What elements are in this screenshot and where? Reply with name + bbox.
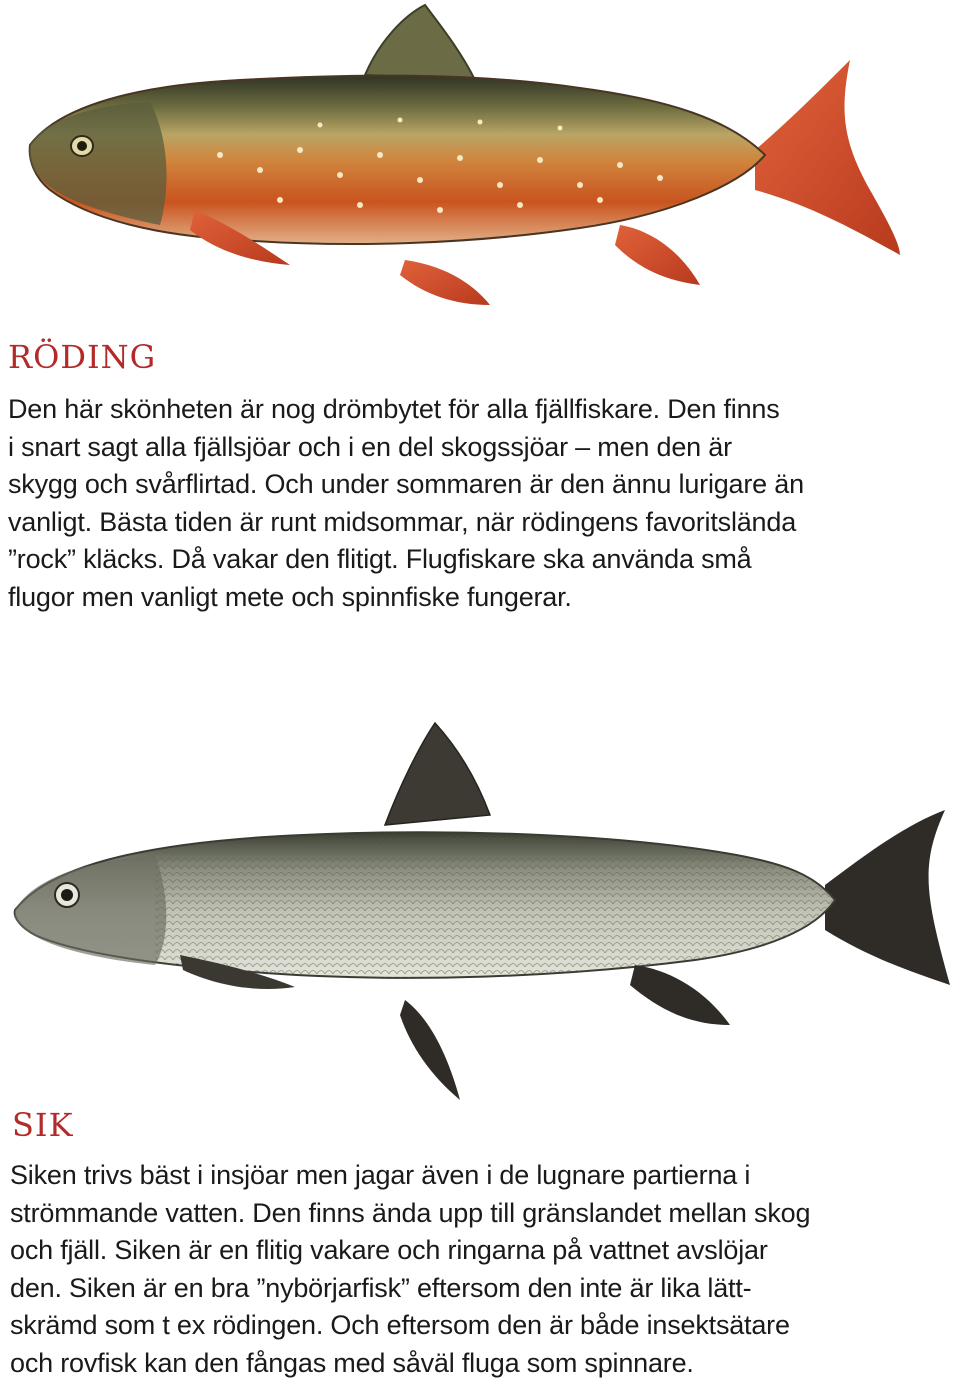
- roding-line: ”rock” kläcks. Då vakar den flitigt. Flugfiskare ska använda små: [8, 544, 752, 574]
- sik-line: den. Siken är en bra ”nybörjarfisk” eftersom den inte är lika lätt-: [10, 1272, 752, 1303]
- roding-line: Den här skönheten är nog drömbytet för alla fjällfiskare. Den finns: [8, 394, 780, 424]
- roding-heading: RÖDING: [8, 338, 157, 376]
- roding-line: skygg och svårflirtad. Och under sommaren är den ännu lurigare än: [8, 469, 804, 499]
- sik-line: Siken trivs bäst i insjöar men jagar även i de lugnare partierna i: [10, 1160, 751, 1190]
- sik-description: [10, 1157, 810, 1382]
- roding-line: flugor men vanligt mete och spinnfiske fungerar.: [8, 581, 572, 612]
- sik-line: och rovfisk kan den fångas med såväl fluga som spinnare.: [10, 1347, 694, 1378]
- roding-line: vanligt. Bästa tiden är runt midsommar, när rödingens favoritslända: [8, 506, 797, 537]
- sik-fish-illustration: [5, 715, 955, 1110]
- roding-description: [8, 391, 804, 616]
- sik-heading: SIK: [12, 1106, 74, 1144]
- roding-line: i snart sagt alla fjällsjöar och i en del skogssjöar – men den är: [8, 431, 732, 462]
- roding-fish-illustration: [20, 0, 910, 335]
- sik-line: och fjäll. Siken är en flitig vakare och ringarna på vattnet avslöjar: [10, 1235, 768, 1265]
- sik-line: strömmande vatten. Den finns ända upp till gränslandet mellan skog: [10, 1197, 811, 1228]
- sik-line: skrämd som t ex rödingen. Och eftersom den är både insektsätare: [10, 1310, 790, 1340]
